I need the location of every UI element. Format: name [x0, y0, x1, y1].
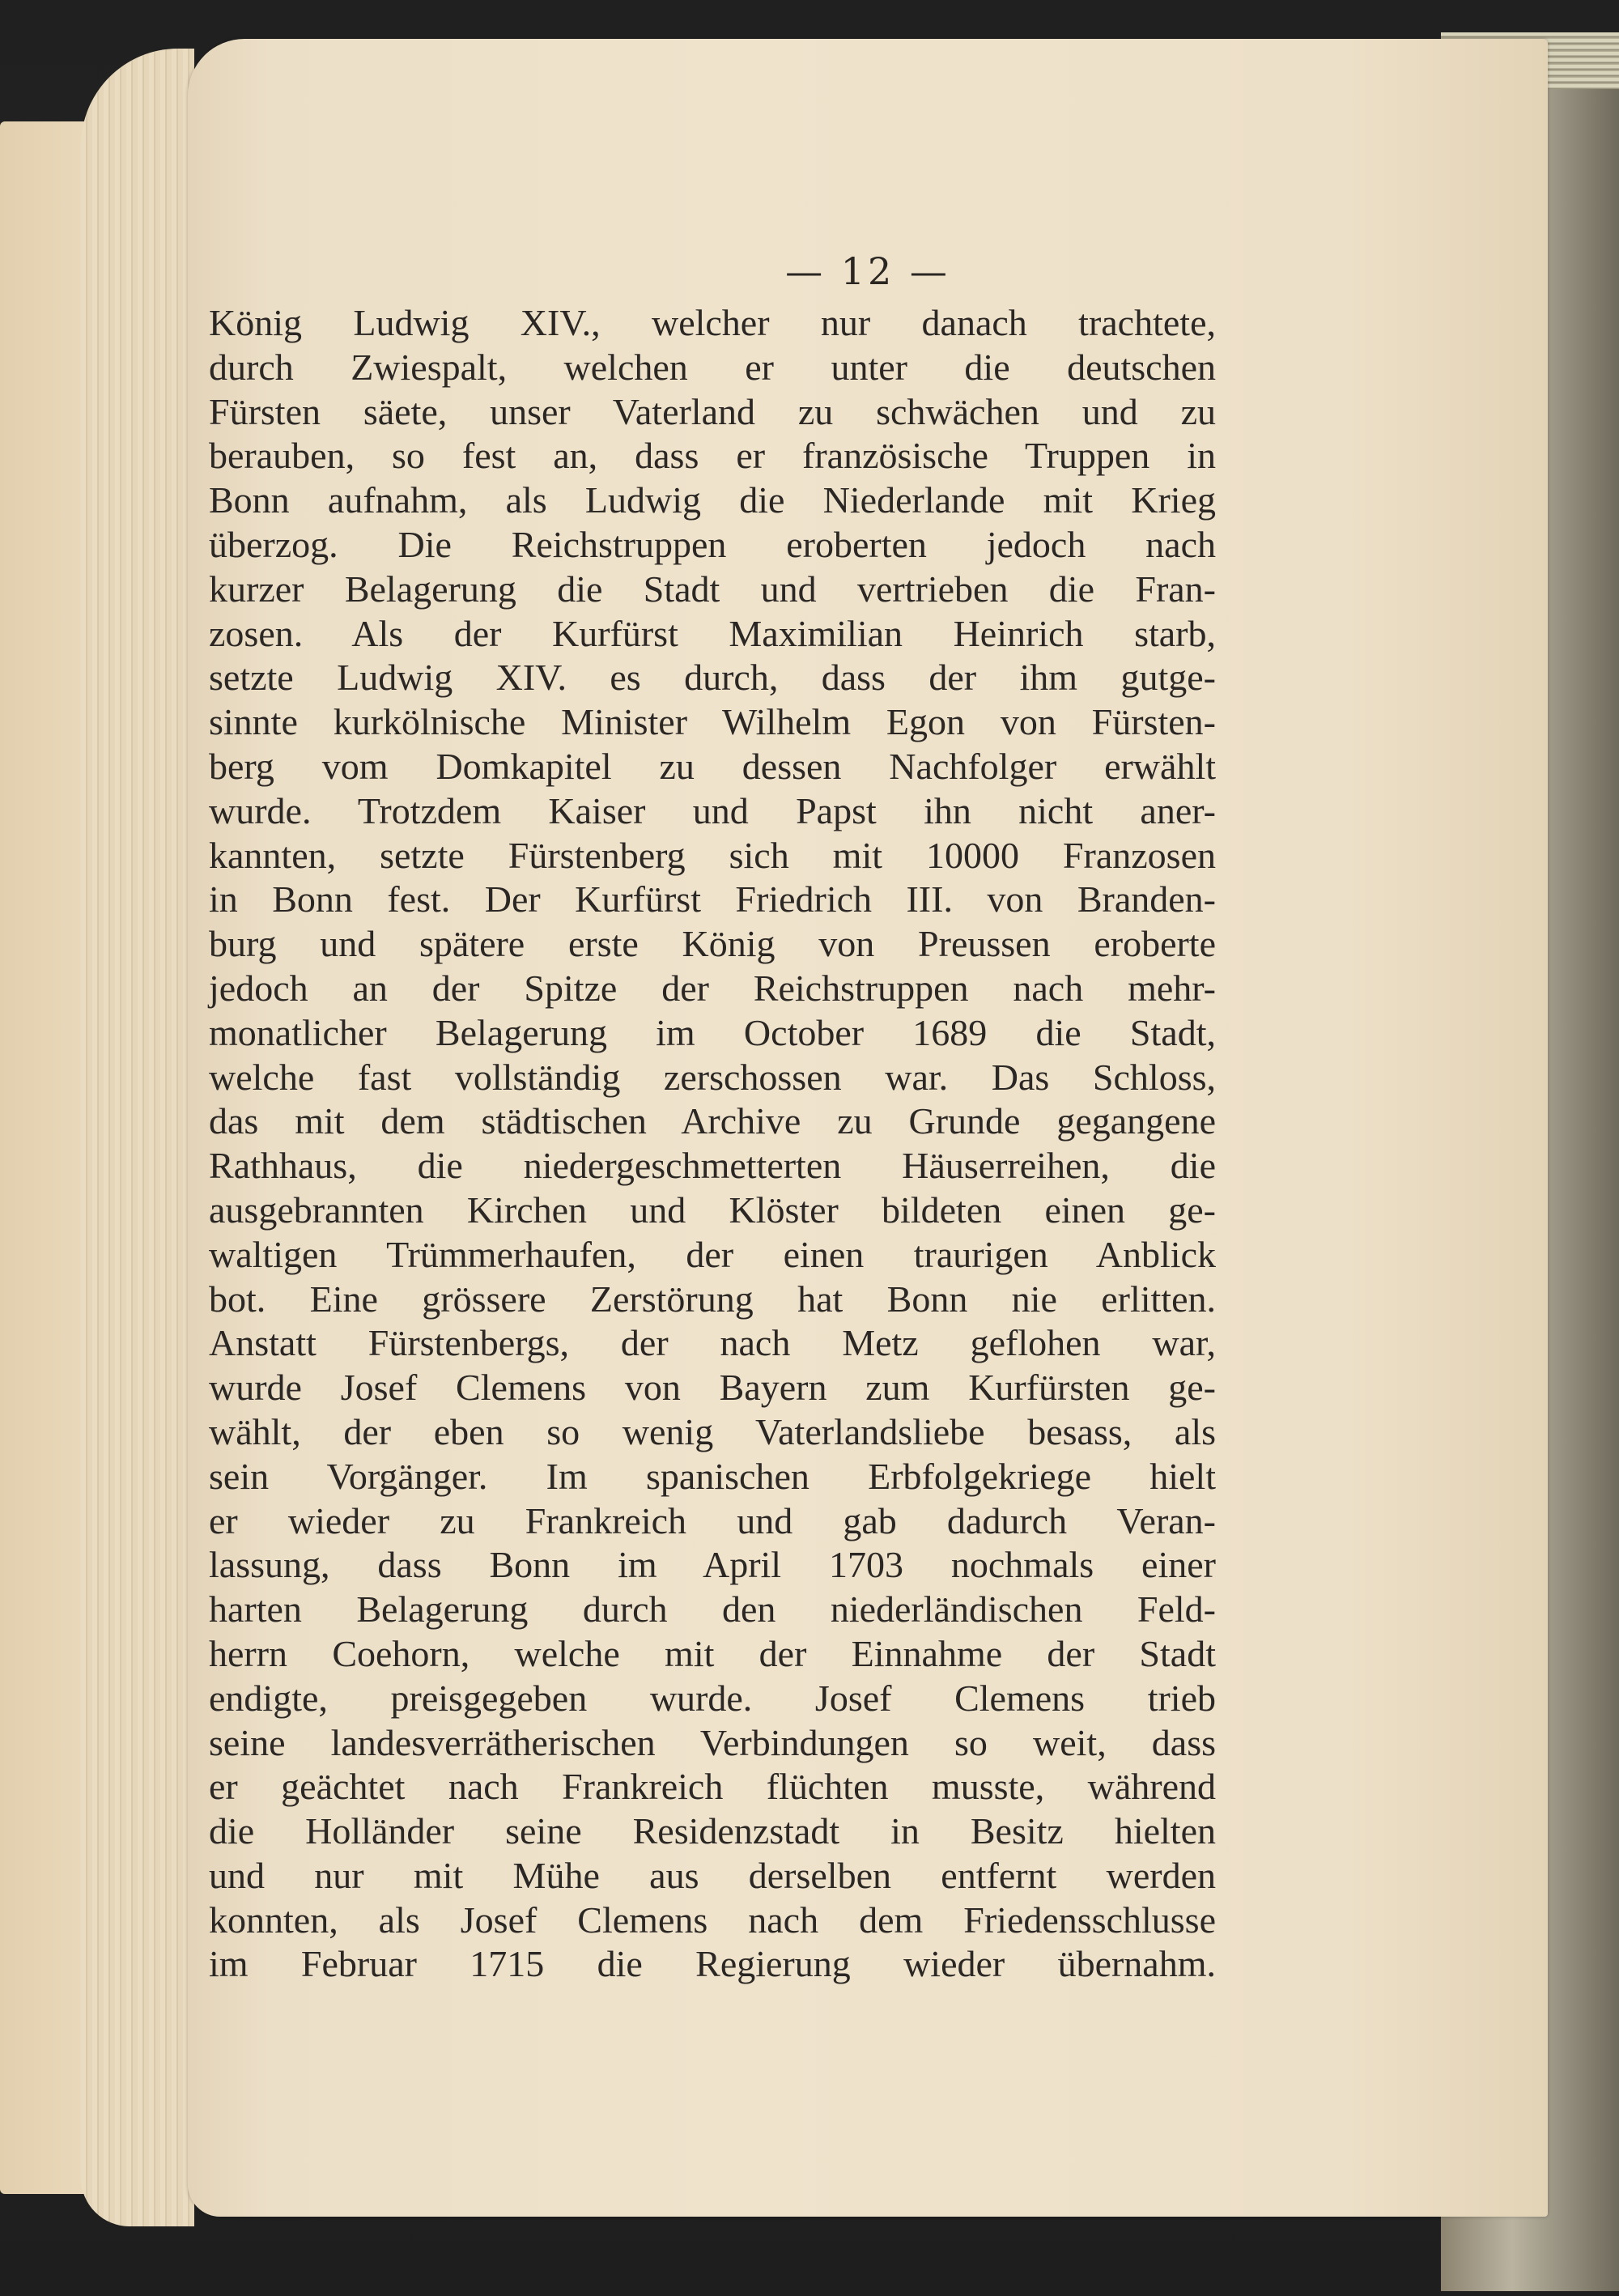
text-line: sein Vorgänger. Im spanischen Erbfolgekriege hielt — [209, 1455, 1216, 1497]
text-line: harten Belagerung durch den niederländischen Feld- — [209, 1588, 1216, 1631]
text-line: Rathhaus, die niedergeschmetterten Häuserreihen, die — [209, 1145, 1216, 1187]
body-text — [209, 301, 1216, 1987]
text-line: zosen. Als der Kurfürst Maximilian Heinrich starb, — [209, 612, 1216, 654]
text-line: Anstatt Fürstenbergs, der nach Metz geflohen war, — [209, 1322, 1216, 1364]
text-line: die Holländer seine Residenzstadt in Besitz hielten — [209, 1810, 1216, 1852]
text-line: Bonn aufnahm, als Ludwig die Niederlande mit Krieg — [209, 479, 1216, 521]
text-line: kannten, setzte Fürstenberg sich mit 10000 Franzosen — [209, 834, 1216, 876]
text-line: und nur mit Mühe aus derselben entfernt werden — [209, 1854, 1216, 1896]
text-line: wurde Josef Clemens von Bayern zum Kurfürsten ge- — [209, 1367, 1216, 1409]
text-line: das mit dem städtischen Archive zu Grunde gegangene — [209, 1100, 1216, 1142]
text-line: lassung, dass Bonn im April 1703 nochmals einer — [209, 1544, 1216, 1586]
text-line: berauben, so fest an, dass er französische Truppen in — [209, 435, 1216, 477]
stacked-page-edges — [81, 49, 194, 2226]
text-line: in Bonn fest. Der Kurfürst Friedrich III. von Branden- — [209, 878, 1216, 921]
text-line: berg vom Domkapitel zu dessen Nachfolger erwählt — [209, 745, 1216, 787]
text-line: endigte, preisgegeben wurde. Josef Clemens trieb — [209, 1677, 1216, 1719]
text-line: Fürsten säete, unser Vaterland zu schwächen und zu — [209, 390, 1216, 432]
text-line: jedoch an der Spitze der Reichstruppen nach mehr- — [209, 967, 1216, 1009]
text-line: waltigen Trümmerhaufen, der einen traurigen Anblick — [209, 1233, 1216, 1275]
text-line: wählt, der eben so wenig Vaterlandsliebe besass, als — [209, 1410, 1216, 1452]
text-line: monatlicher Belagerung im October 1689 die Stadt, — [209, 1011, 1216, 1053]
text-line: überzog. Die Reichstruppen eroberten jedoch nach — [209, 523, 1216, 565]
page-number: — 12 — — [785, 249, 950, 293]
text-line: welche fast vollständig zerschossen war. Das Schloss, — [209, 1056, 1216, 1098]
text-line: wurde. Trotzdem Kaiser und Papst ihn nicht aner- — [209, 789, 1216, 831]
text-line: er geächtet nach Frankreich flüchten musste, während — [209, 1766, 1216, 1808]
text-line: herrn Coehorn, welche mit der Einnahme der Stadt — [209, 1632, 1216, 1674]
text-line: sinnte kurkölnische Minister Wilhelm Egon von Fürsten- — [209, 701, 1216, 743]
text-line: seine landesverrätherischen Verbindungen so weit, dass — [209, 1721, 1216, 1763]
text-line: konnten, als Josef Clemens nach dem Friedensschlusse — [209, 1898, 1216, 1941]
text-line: burg und spätere erste König von Preussen eroberte — [209, 923, 1216, 965]
text-line: kurzer Belagerung die Stadt und vertrieben die Fran- — [209, 568, 1216, 610]
text-line: bot. Eine grössere Zerstörung hat Bonn nie erlitten. — [209, 1278, 1216, 1320]
text-line: König Ludwig XIV., welcher nur danach trachtete, — [209, 302, 1216, 343]
text-line: er wieder zu Frankreich und gab dadurch Veran- — [209, 1499, 1216, 1541]
text-line: im Februar 1715 die Regierung wieder übernahm. — [209, 1943, 1216, 1985]
text-line: ausgebrannten Kirchen und Klöster bildeten einen ge- — [209, 1188, 1216, 1231]
text-line: setzte Ludwig XIV. es durch, dass der ihm gutge- — [209, 657, 1216, 699]
text-line: durch Zwiespalt, welchen er unter die deutschen — [209, 346, 1216, 388]
